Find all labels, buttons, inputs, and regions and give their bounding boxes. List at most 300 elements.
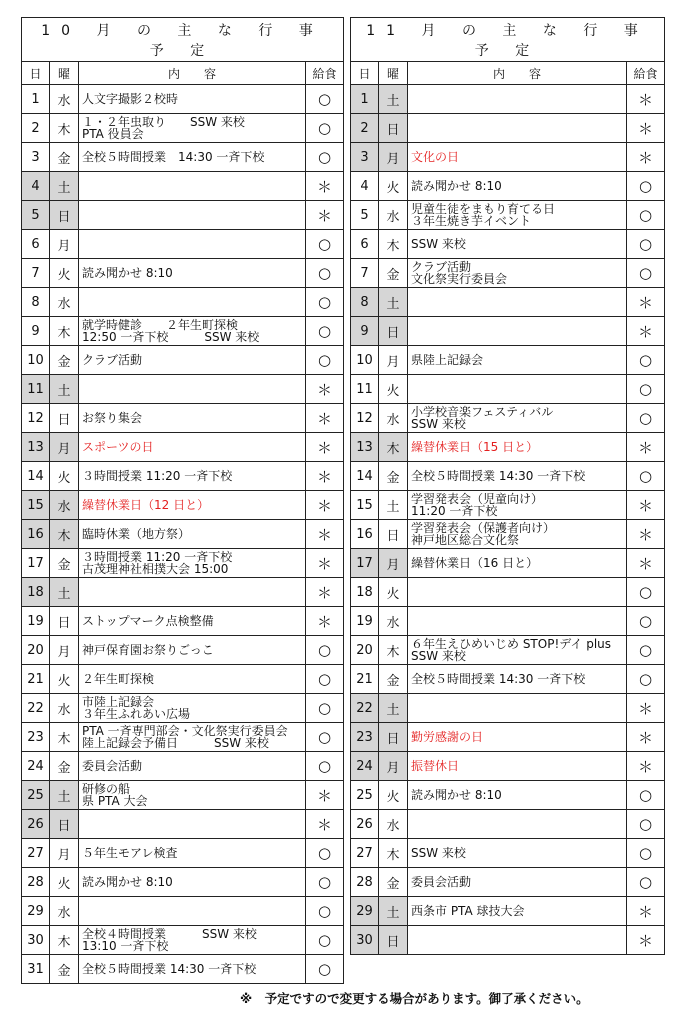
event-text: PTA 一斉専門部会・文化祭実行委員会 陸上記録会予備日 SSW 来校	[79, 723, 306, 752]
lunch-mark: ＊	[627, 694, 665, 723]
day-number: 11	[351, 375, 379, 404]
lunch-mark: ○	[627, 404, 665, 433]
schedule-row	[351, 375, 665, 404]
lunch-mark: ＊	[627, 752, 665, 781]
weekday: 金	[50, 143, 79, 172]
weekday: 木	[379, 230, 408, 259]
event-text: 読み聞かせ 8:10	[408, 781, 627, 810]
lunch-mark: ○	[306, 259, 344, 288]
weekday: 月	[379, 752, 408, 781]
day-number: 29	[351, 897, 379, 926]
weekday: 日	[50, 607, 79, 636]
schedule-row	[351, 897, 665, 926]
lunch-mark: ○	[306, 85, 344, 114]
event-text: 全校５時間授業 14:30 一斉下校	[79, 955, 306, 984]
day-number: 22	[22, 694, 50, 723]
day-number: 5	[22, 201, 50, 230]
header-weekday: 曜	[50, 62, 79, 85]
lunch-mark: ＊	[627, 317, 665, 346]
event-text	[79, 578, 306, 607]
weekday: 土	[379, 694, 408, 723]
weekday: 土	[50, 578, 79, 607]
weekday: 金	[379, 868, 408, 897]
schedule-row	[22, 143, 344, 172]
event-text	[79, 230, 306, 259]
schedule-row	[22, 636, 344, 665]
event-text: 全校４時間授業 SSW 来校 13:10 一斉下校	[79, 926, 306, 955]
event-text: 繰替休業日（15 日と）	[408, 433, 627, 462]
weekday: 金	[50, 955, 79, 984]
event-text: 児童生徒をまもり育てる日 ３年生焼き芋イベント	[408, 201, 627, 230]
event-text: 神戸保育園お祭りごっこ	[79, 636, 306, 665]
event-text	[79, 375, 306, 404]
day-number: 10	[351, 346, 379, 375]
day-number: 3	[351, 143, 379, 172]
lunch-mark: ○	[627, 868, 665, 897]
event-text	[79, 172, 306, 201]
lunch-mark: ○	[306, 636, 344, 665]
event-text: 全校５時間授業 14:30 一斉下校	[408, 665, 627, 694]
lunch-mark: ○	[627, 607, 665, 636]
lunch-mark: ＊	[627, 114, 665, 143]
day-number: 2	[351, 114, 379, 143]
weekday: 金	[379, 259, 408, 288]
day-number: 4	[351, 172, 379, 201]
day-number: 26	[22, 810, 50, 839]
event-text	[408, 288, 627, 317]
weekday: 日	[50, 201, 79, 230]
event-text: お祭り集会	[79, 404, 306, 433]
event-text: 読み聞かせ 8:10	[79, 259, 306, 288]
schedule-row	[351, 404, 665, 433]
weekday: 月	[379, 346, 408, 375]
schedule-row	[22, 607, 344, 636]
schedule-row	[351, 520, 665, 549]
event-text: 全校５時間授業 14:30 一斉下校	[408, 462, 627, 491]
weekday: 日	[379, 114, 408, 143]
day-number: 1	[22, 85, 50, 114]
event-text: ６年生えひめいじめ STOP!デイ plus SSW 来校	[408, 636, 627, 665]
weekday: 水	[379, 810, 408, 839]
day-number: 4	[22, 172, 50, 201]
event-text	[79, 201, 306, 230]
weekday: 木	[379, 839, 408, 868]
lunch-mark: ○	[627, 810, 665, 839]
weekday: 土	[379, 491, 408, 520]
schedule-row	[351, 288, 665, 317]
day-number: 18	[22, 578, 50, 607]
schedule-row	[22, 752, 344, 781]
weekday: 木	[379, 636, 408, 665]
weekday: 木	[50, 317, 79, 346]
weekday: 月	[379, 549, 408, 578]
day-number: 9	[22, 317, 50, 346]
weekday: 木	[50, 114, 79, 143]
event-text: １・２年虫取り SSW 来校 PTA 役員会	[79, 114, 306, 143]
lunch-mark: ＊	[306, 404, 344, 433]
day-number: 28	[22, 868, 50, 897]
lunch-mark: ＊	[627, 723, 665, 752]
schedule-row	[22, 694, 344, 723]
event-text: 振替休日	[408, 752, 627, 781]
event-text: SSW 来校	[408, 839, 627, 868]
weekday: 火	[50, 462, 79, 491]
lunch-mark: ○	[627, 346, 665, 375]
day-number: 1	[351, 85, 379, 114]
schedule-row	[22, 404, 344, 433]
schedule-row	[22, 781, 344, 810]
schedule-row	[351, 462, 665, 491]
event-text	[408, 694, 627, 723]
lunch-mark: ＊	[306, 520, 344, 549]
event-text: ２年生町探検	[79, 665, 306, 694]
event-text: 小学校音楽フェスティバル SSW 来校	[408, 404, 627, 433]
day-number: 30	[22, 926, 50, 955]
event-text: 学習発表会（保護者向け） 神戸地区総合文化祭	[408, 520, 627, 549]
october-title: 10 月 の 主 な 行 事 予 定	[22, 18, 344, 62]
event-text: ３時間授業 11:20 一斉下校	[79, 462, 306, 491]
november-schedule-table	[350, 17, 665, 955]
lunch-mark: ＊	[306, 607, 344, 636]
schedule-row	[351, 868, 665, 897]
weekday: 金	[379, 665, 408, 694]
lunch-mark: ○	[306, 694, 344, 723]
lunch-mark: ＊	[306, 781, 344, 810]
weekday: 日	[379, 723, 408, 752]
day-number: 25	[22, 781, 50, 810]
day-number: 14	[351, 462, 379, 491]
day-number: 27	[351, 839, 379, 868]
event-text	[408, 114, 627, 143]
schedule-row	[22, 810, 344, 839]
lunch-mark: ＊	[627, 549, 665, 578]
day-number: 20	[22, 636, 50, 665]
weekday: 金	[50, 549, 79, 578]
day-number: 15	[22, 491, 50, 520]
lunch-mark: ○	[627, 201, 665, 230]
day-number: 12	[22, 404, 50, 433]
lunch-mark: ＊	[627, 433, 665, 462]
event-text	[79, 810, 306, 839]
schedule-row	[351, 723, 665, 752]
weekday: 月	[50, 636, 79, 665]
day-number: 24	[22, 752, 50, 781]
lunch-mark: ＊	[627, 491, 665, 520]
weekday: 土	[379, 288, 408, 317]
event-text: 就学時健診 ２年生町探検 12:50 一斉下校 SSW 来校	[79, 317, 306, 346]
day-number: 8	[22, 288, 50, 317]
lunch-mark: ○	[627, 781, 665, 810]
schedule-row	[351, 491, 665, 520]
schedule-row	[22, 462, 344, 491]
event-text: 市陸上記録会 ３年生ふれあい広場	[79, 694, 306, 723]
event-text: 繰替休業日（16 日と）	[408, 549, 627, 578]
weekday: 金	[379, 462, 408, 491]
day-number: 6	[351, 230, 379, 259]
schedule-row	[351, 85, 665, 114]
lunch-mark: ＊	[627, 897, 665, 926]
event-text: 全校５時間授業 14:30 一斉下校	[79, 143, 306, 172]
weekday: 水	[50, 491, 79, 520]
weekday: 土	[50, 781, 79, 810]
lunch-mark: ＊	[306, 549, 344, 578]
weekday: 火	[379, 375, 408, 404]
day-number: 16	[22, 520, 50, 549]
schedule-row	[351, 752, 665, 781]
schedule-row	[22, 665, 344, 694]
lunch-mark: ○	[306, 955, 344, 984]
weekday: 火	[379, 172, 408, 201]
event-text: 読み聞かせ 8:10	[79, 868, 306, 897]
day-number: 26	[351, 810, 379, 839]
disclaimer-note: ※ 予定ですので変更する場合があります。御了承ください。	[240, 991, 589, 1006]
weekday: 月	[50, 839, 79, 868]
day-number: 21	[22, 665, 50, 694]
day-number: 10	[22, 346, 50, 375]
day-number: 16	[351, 520, 379, 549]
day-number: 24	[351, 752, 379, 781]
schedule-row	[22, 723, 344, 752]
event-text: 委員会活動	[408, 868, 627, 897]
day-number: 7	[351, 259, 379, 288]
header-day: 日	[351, 62, 379, 85]
schedule-row	[351, 172, 665, 201]
schedule-row	[351, 665, 665, 694]
lunch-mark: ＊	[627, 85, 665, 114]
weekday: 水	[50, 85, 79, 114]
event-text: 西条市 PTA 球技大会	[408, 897, 627, 926]
day-number: 19	[22, 607, 50, 636]
day-number: 15	[351, 491, 379, 520]
lunch-mark: ○	[306, 926, 344, 955]
event-text: クラブ活動	[79, 346, 306, 375]
day-number: 18	[351, 578, 379, 607]
day-number: 6	[22, 230, 50, 259]
event-text	[408, 578, 627, 607]
day-number: 31	[22, 955, 50, 984]
schedule-row	[351, 810, 665, 839]
event-text: ３時間授業 11:20 一斉下校 古茂理神社相撲大会 15:00	[79, 549, 306, 578]
schedule-row	[22, 346, 344, 375]
lunch-mark: ○	[627, 259, 665, 288]
lunch-mark: ○	[627, 230, 665, 259]
weekday: 水	[50, 694, 79, 723]
weekday: 木	[50, 520, 79, 549]
day-number: 12	[351, 404, 379, 433]
schedule-row	[22, 201, 344, 230]
day-number: 21	[351, 665, 379, 694]
schedule-row	[22, 85, 344, 114]
schedule-row	[22, 549, 344, 578]
lunch-mark: ＊	[306, 172, 344, 201]
weekday: 火	[50, 665, 79, 694]
day-number: 17	[22, 549, 50, 578]
weekday: 水	[50, 897, 79, 926]
lunch-mark: ○	[306, 288, 344, 317]
event-text: 文化の日	[408, 143, 627, 172]
lunch-mark: ○	[306, 230, 344, 259]
schedule-row	[22, 897, 344, 926]
day-number: 22	[351, 694, 379, 723]
header-day: 日	[22, 62, 50, 85]
schedule-row	[351, 230, 665, 259]
day-number: 19	[351, 607, 379, 636]
lunch-mark: ○	[306, 665, 344, 694]
lunch-mark: ＊	[306, 375, 344, 404]
november-title: 11 月 の 主 な 行 事 予 定	[351, 18, 665, 62]
lunch-mark: ＊	[627, 288, 665, 317]
weekday: 日	[379, 926, 408, 955]
lunch-mark: ○	[306, 839, 344, 868]
event-text	[408, 926, 627, 955]
event-text: 勤労感謝の日	[408, 723, 627, 752]
weekday: 木	[50, 926, 79, 955]
event-text: クラブ活動 文化祭実行委員会	[408, 259, 627, 288]
schedule-row	[351, 607, 665, 636]
weekday: 水	[379, 404, 408, 433]
lunch-mark: ＊	[306, 578, 344, 607]
schedule-row	[351, 114, 665, 143]
weekday: 金	[50, 752, 79, 781]
day-number: 8	[351, 288, 379, 317]
schedule-row	[22, 172, 344, 201]
schedule-row	[351, 346, 665, 375]
header-weekday: 曜	[379, 62, 408, 85]
lunch-mark: ＊	[306, 201, 344, 230]
schedule-row	[351, 839, 665, 868]
day-number: 17	[351, 549, 379, 578]
event-text: ストップマーク点検整備	[79, 607, 306, 636]
event-text: 委員会活動	[79, 752, 306, 781]
lunch-mark: ○	[306, 723, 344, 752]
day-number: 14	[22, 462, 50, 491]
weekday: 水	[379, 201, 408, 230]
schedule-row	[22, 259, 344, 288]
lunch-mark: ○	[627, 462, 665, 491]
schedule-row	[351, 201, 665, 230]
schedule-row	[22, 926, 344, 955]
october-body	[22, 18, 344, 984]
event-text: ５年生モアレ検査	[79, 839, 306, 868]
event-text	[408, 607, 627, 636]
schedule-row	[351, 578, 665, 607]
weekday: 日	[50, 404, 79, 433]
lunch-mark: ○	[306, 317, 344, 346]
lunch-mark: ○	[627, 636, 665, 665]
day-number: 3	[22, 143, 50, 172]
weekday: 火	[50, 259, 79, 288]
day-number: 11	[22, 375, 50, 404]
day-number: 23	[22, 723, 50, 752]
event-text: 読み聞かせ 8:10	[408, 172, 627, 201]
weekday: 水	[379, 607, 408, 636]
schedule-row	[22, 955, 344, 984]
schedule-row	[351, 317, 665, 346]
event-text	[408, 317, 627, 346]
schedule-row	[22, 839, 344, 868]
day-number: 2	[22, 114, 50, 143]
schedule-row	[351, 926, 665, 955]
event-text: SSW 来校	[408, 230, 627, 259]
weekday: 金	[50, 346, 79, 375]
schedule-row	[22, 288, 344, 317]
event-text	[79, 897, 306, 926]
lunch-mark: ○	[627, 665, 665, 694]
day-number: 25	[351, 781, 379, 810]
event-text: スポーツの日	[79, 433, 306, 462]
schedule-row	[22, 375, 344, 404]
day-number: 5	[351, 201, 379, 230]
lunch-mark: ○	[627, 172, 665, 201]
weekday: 木	[379, 433, 408, 462]
lunch-mark: ○	[306, 868, 344, 897]
event-text	[408, 810, 627, 839]
day-number: 29	[22, 897, 50, 926]
lunch-mark: ○	[627, 578, 665, 607]
schedule-row	[22, 578, 344, 607]
day-number: 13	[351, 433, 379, 462]
weekday: 日	[379, 317, 408, 346]
lunch-mark: ○	[627, 839, 665, 868]
lunch-mark: ○	[306, 897, 344, 926]
weekday: 月	[50, 230, 79, 259]
event-text: 学習発表会（児童向け） 11:20 一斉下校	[408, 491, 627, 520]
day-number: 28	[351, 868, 379, 897]
weekday: 日	[379, 520, 408, 549]
november-body	[351, 18, 665, 955]
weekday: 日	[50, 810, 79, 839]
day-number: 30	[351, 926, 379, 955]
day-number: 13	[22, 433, 50, 462]
weekday: 水	[50, 288, 79, 317]
event-text	[408, 85, 627, 114]
lunch-mark: ＊	[306, 433, 344, 462]
schedule-row	[351, 781, 665, 810]
weekday: 火	[379, 578, 408, 607]
lunch-mark: ＊	[306, 491, 344, 520]
header-lunch: 給食	[627, 62, 665, 85]
lunch-mark: ＊	[627, 143, 665, 172]
weekday: 月	[379, 143, 408, 172]
event-text: 人文字撮影２校時	[79, 85, 306, 114]
day-number: 20	[351, 636, 379, 665]
schedule-row	[351, 636, 665, 665]
schedule-row	[22, 114, 344, 143]
header-lunch: 給食	[306, 62, 344, 85]
event-text	[408, 375, 627, 404]
day-number: 7	[22, 259, 50, 288]
event-text: 繰替休業日（12 日と）	[79, 491, 306, 520]
schedule-row	[22, 491, 344, 520]
schedule-row	[22, 230, 344, 259]
event-text: 研修の船 県 PTA 大会	[79, 781, 306, 810]
schedule-row	[22, 433, 344, 462]
lunch-mark: ○	[306, 114, 344, 143]
schedule-row	[351, 259, 665, 288]
day-number: 23	[351, 723, 379, 752]
lunch-mark: ＊	[306, 462, 344, 491]
event-text: 県陸上記録会	[408, 346, 627, 375]
lunch-mark: ○	[306, 346, 344, 375]
lunch-mark: ○	[627, 375, 665, 404]
weekday: 火	[379, 781, 408, 810]
header-contents: 内 容	[408, 62, 627, 85]
day-number: 9	[351, 317, 379, 346]
october-schedule-table	[21, 17, 344, 984]
day-number: 27	[22, 839, 50, 868]
lunch-mark: ＊	[627, 926, 665, 955]
schedule-row	[22, 520, 344, 549]
